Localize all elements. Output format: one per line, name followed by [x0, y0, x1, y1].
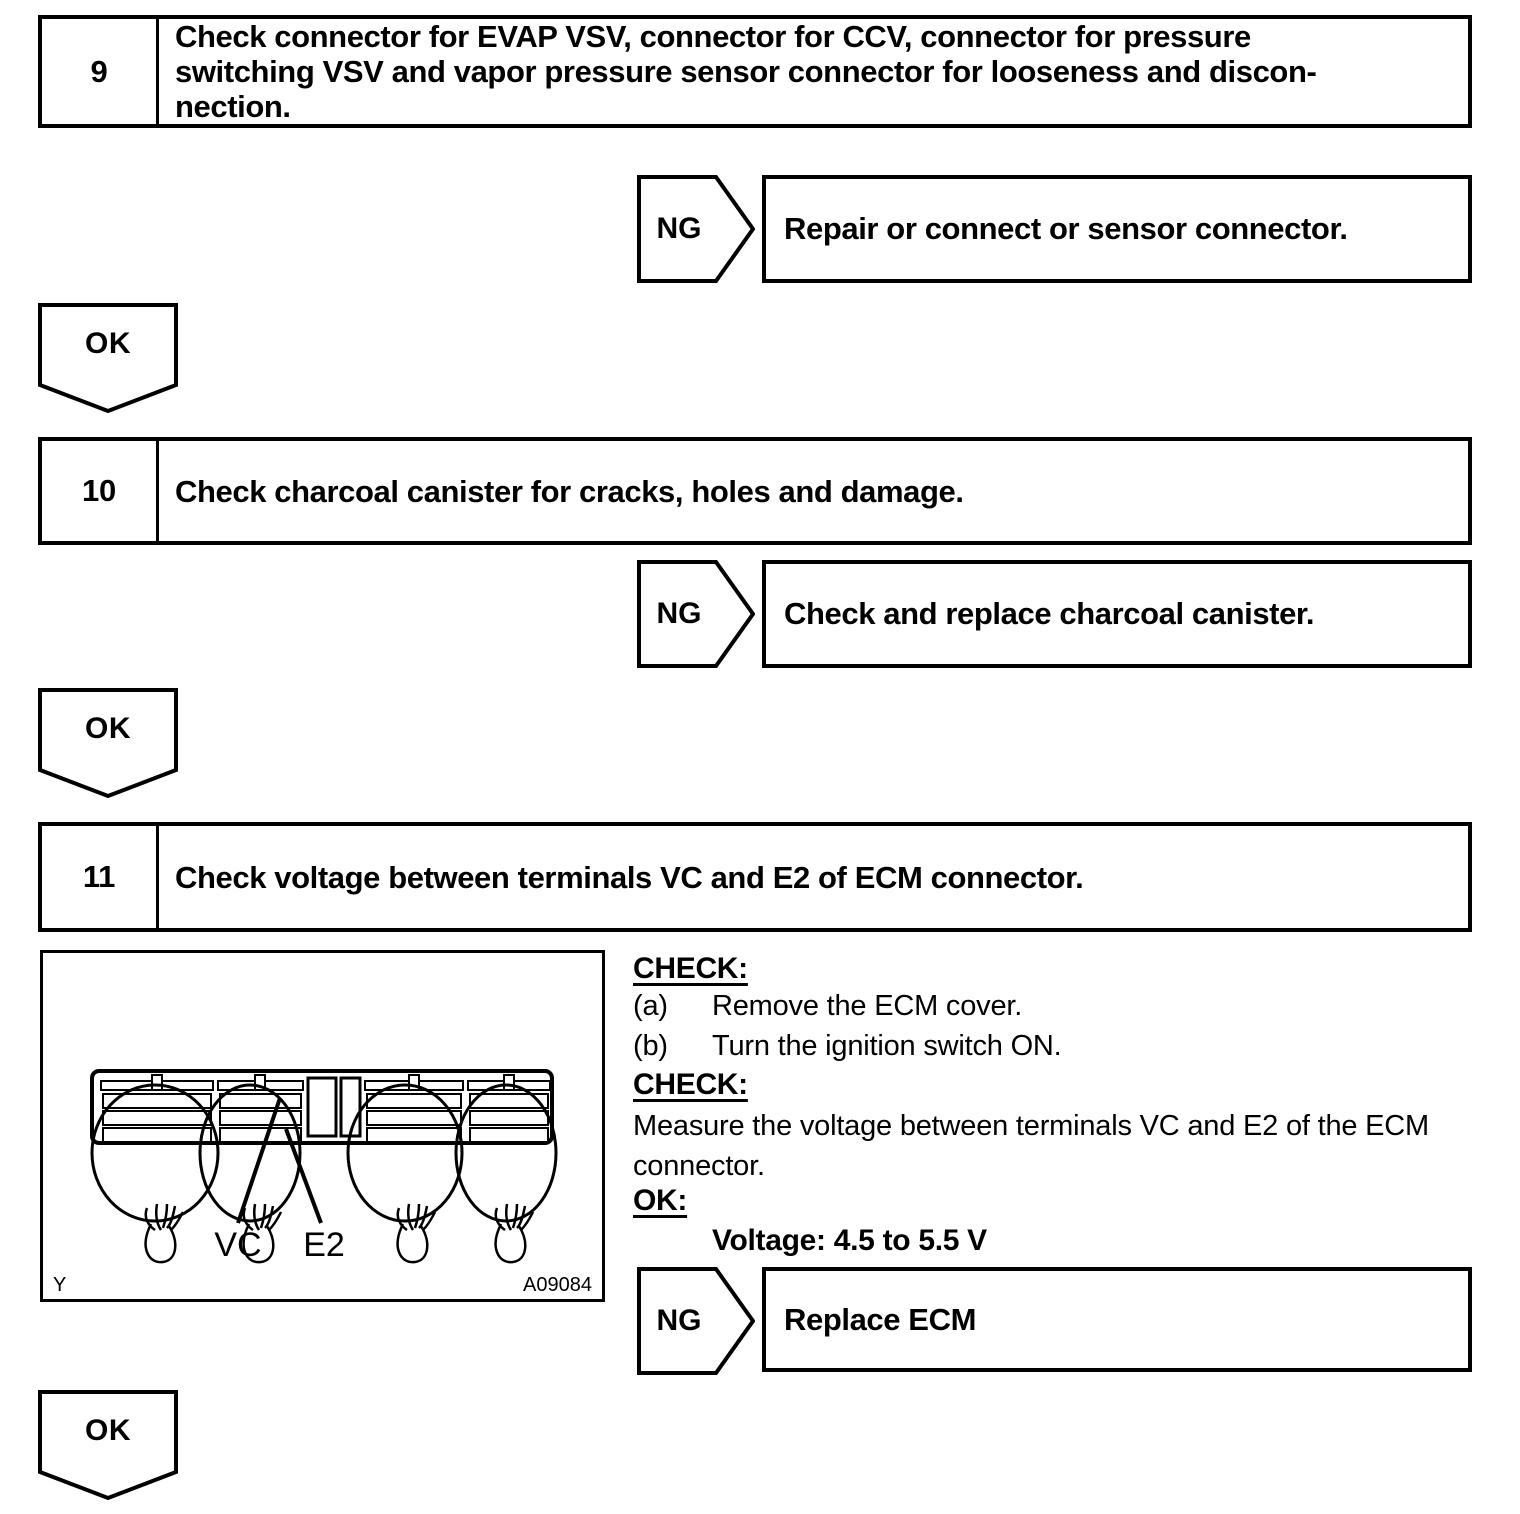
terminal-label-vc: VC: [214, 1226, 262, 1264]
ok-marker: [38, 1390, 178, 1502]
substep-b-text: Turn the ignition switch ON.: [712, 1030, 1062, 1062]
ng-result-box: [762, 175, 1472, 283]
ok-label: OK: [85, 327, 131, 360]
step-title: [159, 826, 1468, 928]
measure-instruction: [633, 1106, 1429, 1186]
substep-b-label: (b): [633, 1030, 668, 1062]
substep-a-label: (a): [633, 990, 668, 1022]
step-title-line: Check charcoal canister for cracks, holes and damage.: [175, 473, 964, 509]
step-number: 10: [42, 441, 159, 541]
step-10-box: [38, 437, 1472, 545]
figure-corner-label: Y: [53, 1274, 67, 1296]
step-title-line: Check voltage between terminals VC and E2 of ECM connector.: [175, 859, 1084, 895]
ng-marker: [637, 175, 755, 283]
ok-label: OK: [85, 712, 131, 745]
step-title-line: nection.: [175, 89, 291, 124]
check-heading-2: CHECK:: [633, 1068, 748, 1101]
step-title: [159, 19, 1468, 124]
step-number: 9: [42, 19, 159, 124]
step-11-box: [38, 822, 1472, 932]
measure-line: connector.: [633, 1150, 765, 1182]
ok-heading: OK:: [633, 1184, 688, 1217]
step-title: [159, 441, 1468, 541]
ok-marker: [38, 688, 178, 800]
ng-label: NG: [656, 212, 702, 245]
ng-result-box: [762, 1267, 1472, 1372]
check-heading-1: CHECK:: [633, 952, 748, 985]
step-number: 11: [42, 826, 159, 928]
ng-label: NG: [656, 1304, 702, 1337]
substep-a-text: Remove the ECM cover.: [712, 990, 1023, 1022]
ok-label: OK: [85, 1414, 131, 1447]
ok-marker: [38, 303, 178, 415]
ng-label: NG: [656, 597, 702, 630]
ng-result-text: Check and replace charcoal canister.: [784, 596, 1315, 631]
measure-line: Measure the voltage between terminals VC and E2 of the ECM: [633, 1110, 1429, 1142]
ng-result-box: [762, 560, 1472, 668]
ecm-connector-figure: [40, 950, 605, 1302]
terminal-label-e2: E2: [303, 1226, 345, 1264]
ng-marker: [637, 560, 755, 668]
ng-result-text: Repair or connect or sensor connector.: [784, 211, 1348, 246]
ecm-connector-illustration: [43, 953, 602, 1299]
step-9-box: [38, 15, 1472, 128]
step-title-line: Check connector for EVAP VSV, connector for CCV, connector for pressure: [175, 19, 1251, 54]
ng-marker: [637, 1267, 755, 1375]
ng-result-text: Replace ECM: [784, 1301, 976, 1337]
step-title-line: switching VSV and vapor pressure sensor connector for looseness and discon-: [175, 54, 1317, 89]
voltage-spec: Voltage: 4.5 to 5.5 V: [712, 1224, 987, 1257]
figure-code: A09084: [523, 1274, 592, 1296]
